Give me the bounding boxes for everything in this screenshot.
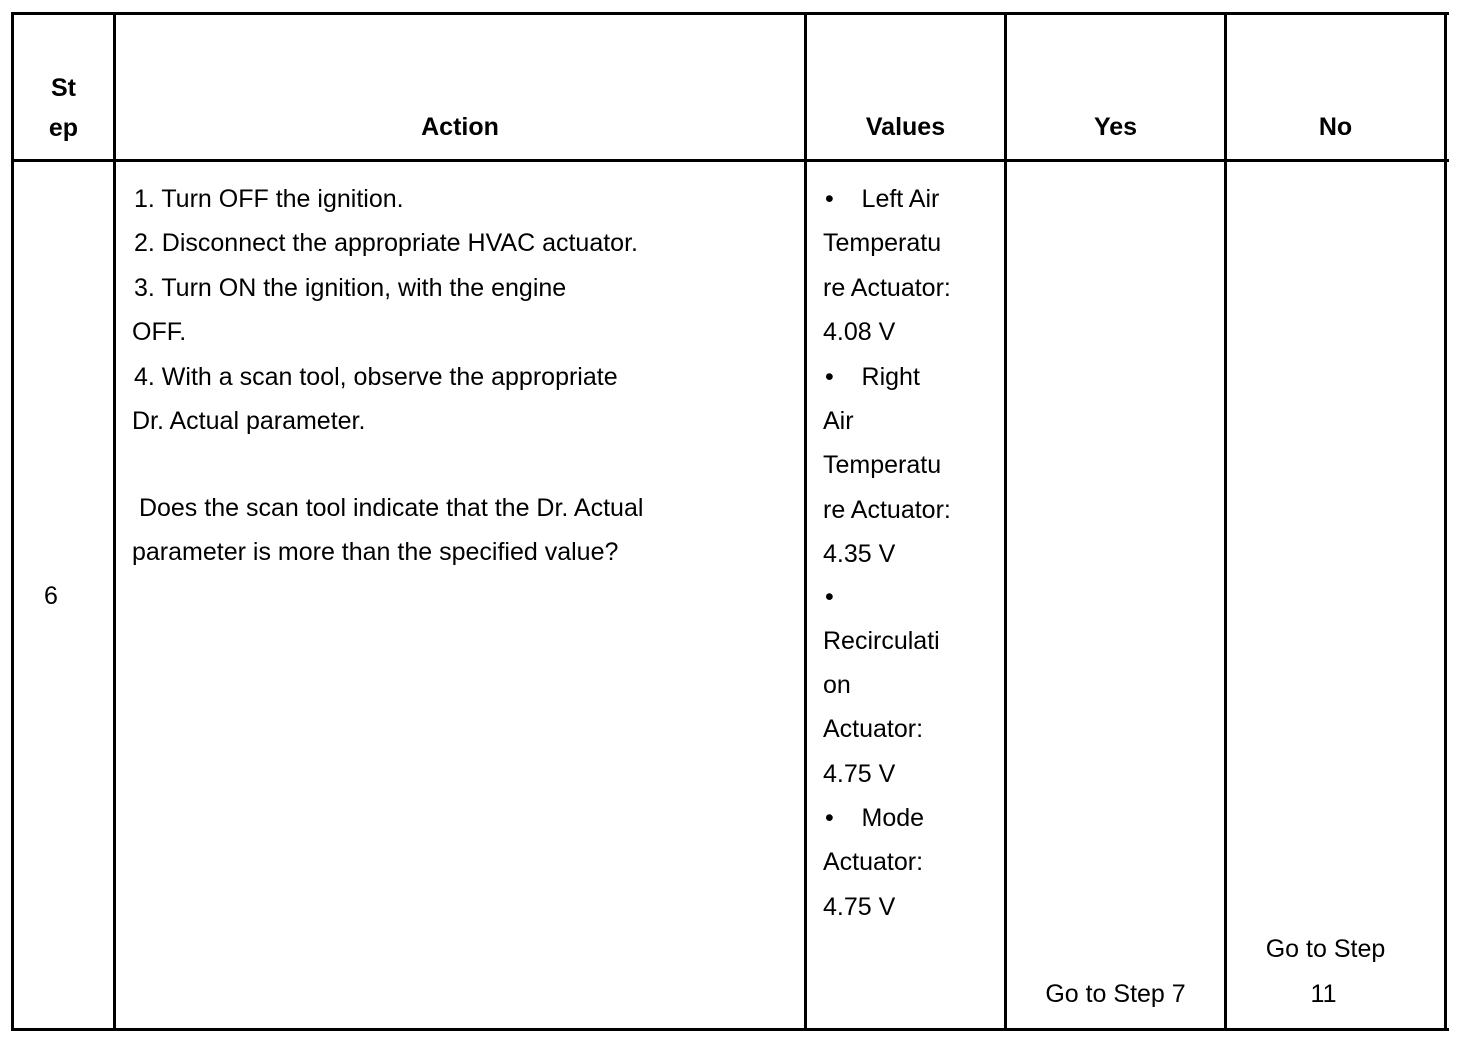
header-step — [14, 68, 113, 148]
values-line: 4.75 V — [823, 893, 896, 921]
values-line: • — [825, 583, 834, 611]
header-step-line2: ep — [48, 114, 79, 142]
values-line: re Actuator: — [823, 496, 951, 524]
table-right-border — [1444, 12, 1447, 1031]
action-line: OFF. — [132, 318, 187, 346]
action-line: 2. Disconnect the appropriate HVAC actuator. — [134, 229, 638, 257]
values-line: • Mode — [825, 804, 925, 832]
action-line: 4. With a scan tool, observe the appropriate — [134, 363, 618, 391]
values-line: Temperatu — [823, 229, 942, 257]
header-step-line1: St — [51, 74, 76, 102]
column-divider-action — [804, 12, 807, 1031]
header-bottom-border — [11, 159, 1449, 162]
column-divider-step — [113, 12, 116, 1031]
header-yes: Yes — [1093, 113, 1138, 141]
column-divider-yes — [1224, 12, 1227, 1031]
values-line: • Left Air — [825, 185, 940, 213]
table-left-border — [11, 12, 14, 1031]
no-outcome-line2: 11 — [1310, 980, 1337, 1008]
table-top-border — [11, 12, 1449, 15]
table-bottom-border — [11, 1028, 1449, 1031]
values-line: Actuator: — [823, 715, 924, 743]
values-line: • Right — [825, 363, 920, 391]
values-line: 4.08 V — [823, 318, 896, 346]
values-line: on — [823, 671, 851, 699]
values-line: Actuator: — [823, 848, 924, 876]
action-line: 3. Turn ON the ignition, with the engine — [134, 274, 567, 302]
column-divider-values — [1004, 12, 1007, 1031]
action-line: Dr. Actual parameter. — [132, 407, 366, 435]
step-number: 6 — [44, 582, 58, 610]
header-action: Action — [421, 113, 499, 141]
no-outcome-line1: Go to Step — [1265, 935, 1386, 963]
header-no: No — [1318, 113, 1353, 141]
values-line: Recirculati — [823, 627, 940, 655]
yes-outcome: Go to Step 7 — [1045, 980, 1186, 1008]
action-question-line: Does the scan tool indicate that the Dr. Actual — [132, 494, 644, 522]
values-line: Air — [823, 407, 854, 435]
action-line: 1. Turn OFF the ignition. — [134, 185, 404, 213]
values-line: 4.75 V — [823, 760, 896, 788]
header-values: Values — [865, 113, 946, 141]
values-line: 4.35 V — [823, 540, 896, 568]
values-line: Temperatu — [823, 451, 942, 479]
action-question-line: parameter is more than the specified value? — [132, 538, 619, 566]
values-line: re Actuator: — [823, 274, 951, 302]
